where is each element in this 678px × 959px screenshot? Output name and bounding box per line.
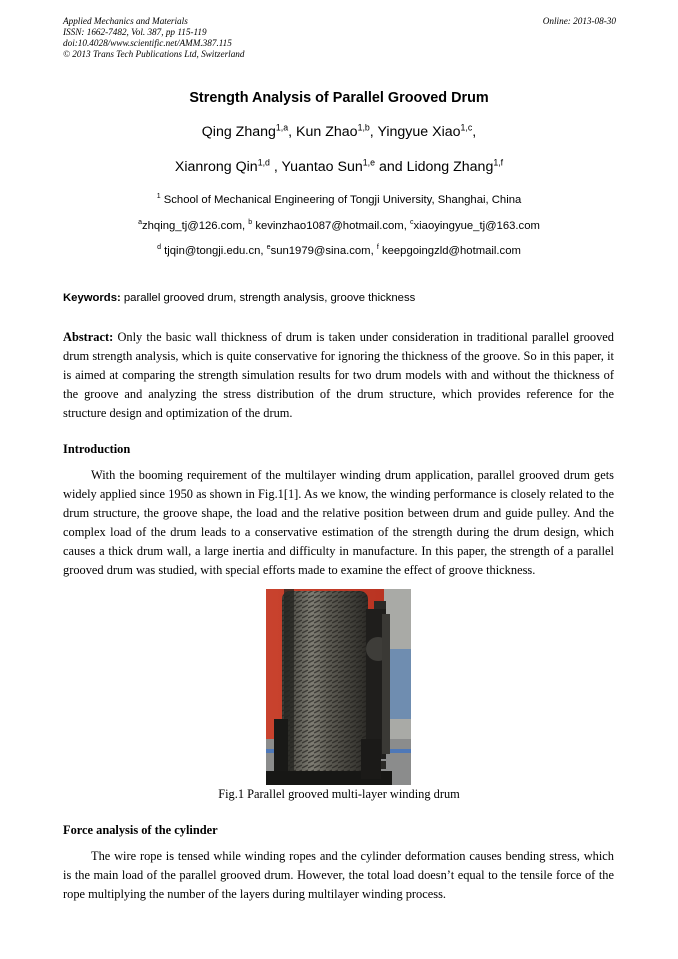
author-sup: 1,c	[460, 122, 473, 133]
email-address: kevinzhao1087@hotmail.com,	[252, 220, 410, 232]
author-sup: 1,a	[275, 122, 289, 133]
section-heading-introduction: Introduction	[63, 442, 131, 456]
email-sup: b	[248, 219, 253, 227]
affiliation-sup: 1	[156, 193, 161, 201]
author-sup: 1,d	[257, 157, 270, 168]
email-address: tjqin@tongji.edu.cn,	[160, 245, 267, 257]
keywords-text: parallel grooved drum, strength analysis, groove thickness	[120, 292, 416, 304]
author-line-2	[0, 159, 678, 175]
email-sup: d	[157, 244, 161, 252]
abstract-paragraph	[63, 328, 614, 423]
author-sup: 1,e	[362, 157, 375, 168]
journal-name: Applied Mechanics and Materials	[63, 16, 188, 26]
email-sup: f	[376, 244, 379, 252]
issn-line: ISSN: 1662-7482, Vol. 387, pp 115-119	[63, 27, 207, 37]
author-name: Qing Zhang	[201, 124, 276, 140]
section-heading-force-analysis: Force analysis of the cylinder	[63, 823, 218, 837]
paper-title: Strength Analysis of Parallel Grooved Drum	[189, 90, 489, 106]
keywords-label: Keywords:	[63, 292, 121, 304]
email-sup: e	[266, 244, 271, 252]
author-sep: and	[375, 159, 407, 175]
journal-header	[63, 16, 244, 60]
affiliation	[0, 194, 678, 206]
author-sep: ,	[369, 124, 378, 140]
author-name: Kun Zhao	[296, 124, 358, 140]
email-address: zhqing_tj@126.com,	[142, 220, 249, 232]
email-address: keepgoingzld@hotmail.com	[378, 245, 521, 257]
abstract-label: Abstract:	[63, 330, 114, 344]
author-sep: ,	[472, 124, 477, 140]
figure-caption: Fig.1 Parallel grooved multi-layer winding drum	[218, 787, 460, 801]
introduction-paragraph: With the booming requirement of the multilayer winding drum application, parallel grooved drum gets widely applied since 1950 as shown in Fig.1[1]. As we know, the winding performance is closely related to the drum structure, the groove shape, the load and the relative position between drum and guide pulley. And the complex load of the drum leads to a conservative estimation of the strength during the drum design, which causes a thick drum wall, a large inertia and difficulty in manufacture. In this paper, the strength of a parallel grooved drum was studied, with special efforts made to examine the effect of groove thickness.	[63, 468, 614, 578]
email-address: xiaoyingyue_tj@163.com	[413, 220, 540, 232]
affiliation-text: School of Mechanical Engineering of Tongji University, Shanghai, China	[160, 194, 522, 206]
author-name: Lidong Zhang	[406, 159, 494, 175]
online-date: Online: 2013-08-30	[542, 16, 616, 26]
drum-photo	[266, 589, 411, 785]
author-sep: ,	[288, 124, 297, 140]
email-sup: c	[410, 219, 414, 227]
author-sep: ,	[269, 159, 282, 175]
email-line-2	[0, 245, 678, 257]
email-line-1	[0, 220, 678, 232]
author-line-1	[0, 124, 678, 140]
author-sup: 1,b	[357, 122, 370, 133]
doi-line: doi:10.4028/www.scientific.net/AMM.387.115	[63, 38, 232, 48]
email-sup: a	[138, 219, 142, 227]
author-sup: 1,f	[493, 157, 504, 168]
copyright-line: © 2013 Trans Tech Publications Ltd, Switzerland	[63, 49, 245, 59]
abstract-text: Only the basic wall thickness of drum is taken under consideration in traditional parallel grooved drum strength analysis, which is quite conservative for ignoring the thickness of the groove. So in this paper, it is aimed at comparing the strength simulation results for two drum models with and without the thickness of the groove and analyzing the stress distribution of the drum structure, which provides reference for the structure design and optimization of the drum.	[63, 330, 614, 421]
author-name: Yingyue Xiao	[377, 124, 461, 140]
author-name: Xianrong Qin	[174, 159, 258, 175]
email-address: sun1979@sina.com,	[270, 245, 377, 257]
keywords-line	[63, 292, 615, 304]
author-name: Yuantao Sun	[281, 159, 363, 175]
force-analysis-paragraph: The wire rope is tensed while winding ropes and the cylinder deformation causes bending stress, which is the main load of the parallel grooved drum. However, the total load doesn’t equal to the tensile force of the rope multiplying the number of the layers during multilayer winding process.	[63, 849, 614, 902]
